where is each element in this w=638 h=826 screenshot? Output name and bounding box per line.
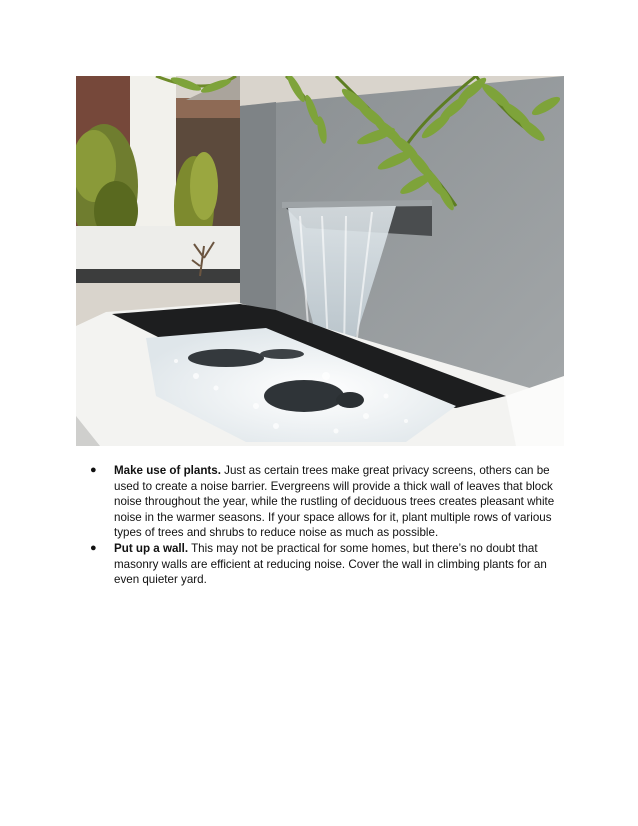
tip-text: Just as certain trees make great privacy screens, others can be used to create a noise barrier. Evergreens will provide a thick wall of leaves that block noise throughout the year, while the rustling of deciduous trees creates pleasant white noise in the warmer seasons. If your space allows for it, plant multiple rows of various types of trees and shrubs to reduce noise as much as possible. xyxy=(114,464,555,540)
tip-put-up-wall xyxy=(90,541,560,588)
bullet-icon: ● xyxy=(90,464,97,476)
tip-text: This may not be practical for some homes, but there’s no doubt that masonry walls are efficient at reducing noise. Cover the wall in climbing plants for an even quieter yard. xyxy=(114,541,547,587)
bullet-icon: ● xyxy=(90,541,97,554)
noise-reduction-tips xyxy=(90,463,560,588)
tip-title: Put up a wall. xyxy=(114,541,189,555)
tip-use-plants xyxy=(90,463,560,541)
garden-water-feature-photo xyxy=(76,76,564,446)
white-planter-left xyxy=(76,226,240,274)
tip-title: Make use of plants. xyxy=(114,464,221,477)
planter-shadow xyxy=(76,269,240,283)
house-roof xyxy=(176,98,240,118)
wall-edge xyxy=(240,102,276,326)
photo-illustration xyxy=(76,76,564,446)
